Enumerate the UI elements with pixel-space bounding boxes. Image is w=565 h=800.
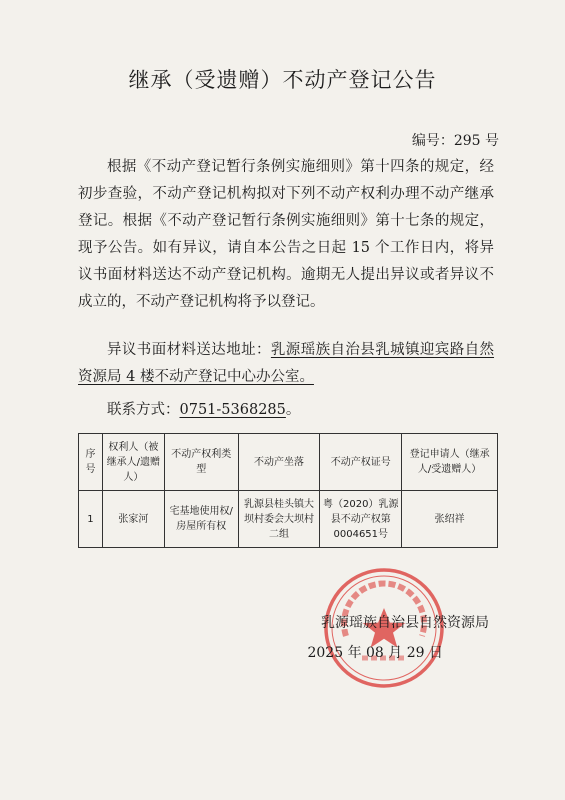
document-number: 编号：295 号 bbox=[411, 133, 499, 149]
address-label: 异议书面材料送达地址： bbox=[107, 342, 271, 358]
table-row bbox=[79, 491, 498, 548]
header-location: 不动产坐落 bbox=[238, 434, 320, 491]
cell-right-type: 宅基地使用权/房屋所有权 bbox=[164, 491, 238, 548]
cell-certificate-number: 粤（2020）乳源县不动产权第0004651号 bbox=[320, 491, 402, 548]
issue-date: 2025 年 08 月 29 日 bbox=[307, 645, 443, 661]
issuing-organization: 乳源瑶族自治县自然资源局 bbox=[321, 615, 489, 631]
cell-location: 乳源县桂头镇大坝村委会大坝村二组 bbox=[238, 491, 320, 548]
contact-phone: 0751-5368285 bbox=[179, 402, 286, 418]
contact-tail: 。 bbox=[285, 402, 301, 418]
header-right-type: 不动产权利类型 bbox=[164, 434, 238, 491]
cell-right-holder: 张家河 bbox=[102, 491, 164, 548]
address-value: 乳源瑶族自治县乳城镇迎宾路自然资源局 4 楼不动产登记中心办公室。 bbox=[78, 342, 495, 385]
contact-paragraph bbox=[78, 397, 494, 424]
header-certificate-number: 不动产权证号 bbox=[320, 434, 402, 491]
registration-table bbox=[78, 433, 498, 548]
notice-body-paragraph: 根据《不动产登记暂行条例实施细则》第十四条的规定，经初步查验，不动产登记机构拟对下列不动产权利办理不动产继承登记。根据《不动产登记暂行条例实施细则》第十七条的规定，现予公告。如有异议，请自本公告之日起 15 个工作日内，将异议书面材料送达不动产登记机构。逾期无人提出异议或者异议不成立的，不动产登记机构将予以登记。 bbox=[78, 159, 494, 310]
cell-serial: 1 bbox=[79, 491, 103, 548]
header-applicant: 登记申请人（继承人/受遗赠人） bbox=[402, 434, 498, 491]
page-title: 继承（受遗赠）不动产登记公告 bbox=[128, 68, 437, 92]
header-serial: 序号 bbox=[79, 434, 103, 491]
header-right-holder: 权利人（被继承人/遗赠人） bbox=[102, 434, 164, 491]
contact-label: 联系方式： bbox=[107, 402, 180, 418]
address-paragraph bbox=[78, 337, 494, 391]
cell-applicant: 张绍祥 bbox=[402, 491, 498, 548]
table-header-row bbox=[79, 434, 498, 491]
